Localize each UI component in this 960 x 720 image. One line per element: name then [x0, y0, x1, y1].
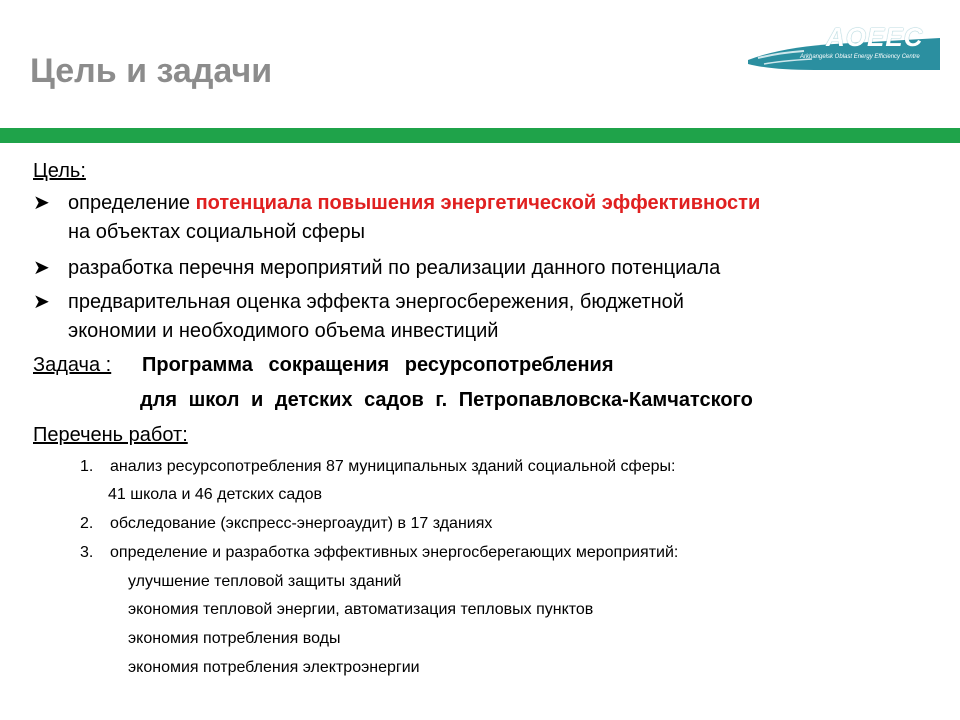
logo-subtitle: Arkhangelsk Oblast Energy Efficiency Centre	[800, 54, 920, 60]
goal-bullet-3: предварительная оценка эффекта энергосбережения, бюджетной	[68, 291, 684, 313]
works-item-1: анализ ресурсопотребления 87 муниципальных зданий социальной сферы:	[110, 458, 676, 475]
goal-bullet-1-highlight: потенциала повышения энергетической эффективности	[195, 192, 761, 214]
page-title: Цель и задачи	[30, 52, 273, 90]
green-divider	[0, 128, 960, 143]
works-subitem: улучшение тепловой защиты зданий	[128, 573, 402, 590]
task-label: Задача :	[33, 354, 112, 376]
works-item-3-number: 3.	[80, 544, 94, 561]
works-item-2-number: 2.	[80, 515, 94, 532]
works-item-1-number: 1.	[80, 458, 94, 475]
goal-bullet-1-pre: определение	[68, 192, 196, 214]
works-label: Перечень работ:	[33, 424, 188, 446]
task-line-1: Программа сокращения ресурсопотребления	[142, 354, 614, 376]
goal-bullet-3-cont: экономии и необходимого объема инвестиций	[68, 320, 499, 342]
task-line-2: для школ и детских садов г. Петропавловска-Камчатского	[140, 389, 753, 411]
works-item-3: определение и разработка эффективных энергосберегающих мероприятий:	[110, 544, 679, 561]
works-item-1-cont: 41 школа и 46 детских садов	[108, 486, 322, 503]
works-subitem: экономия потребления электроэнергии	[128, 659, 420, 676]
works-subitem: экономия потребления воды	[128, 630, 341, 647]
goal-bullet-2: разработка перечня мероприятий по реализации данного потенциала	[68, 257, 721, 279]
logo-name: AOEEC	[826, 22, 924, 52]
goal-bullet-1-cont: на объектах социальной сферы	[68, 221, 366, 243]
arrow-bullet-icon: ➤	[33, 192, 50, 214]
arrow-bullet-icon: ➤	[33, 291, 50, 313]
works-subitem: экономия тепловой энергии, автоматизация тепловых пунктов	[128, 601, 594, 618]
arrow-bullet-icon: ➤	[33, 257, 50, 279]
goal-label: Цель:	[33, 160, 86, 182]
works-item-2: обследование (экспресс-энергоаудит) в 17 зданиях	[110, 515, 493, 532]
goal-bullet-1	[68, 189, 760, 218]
